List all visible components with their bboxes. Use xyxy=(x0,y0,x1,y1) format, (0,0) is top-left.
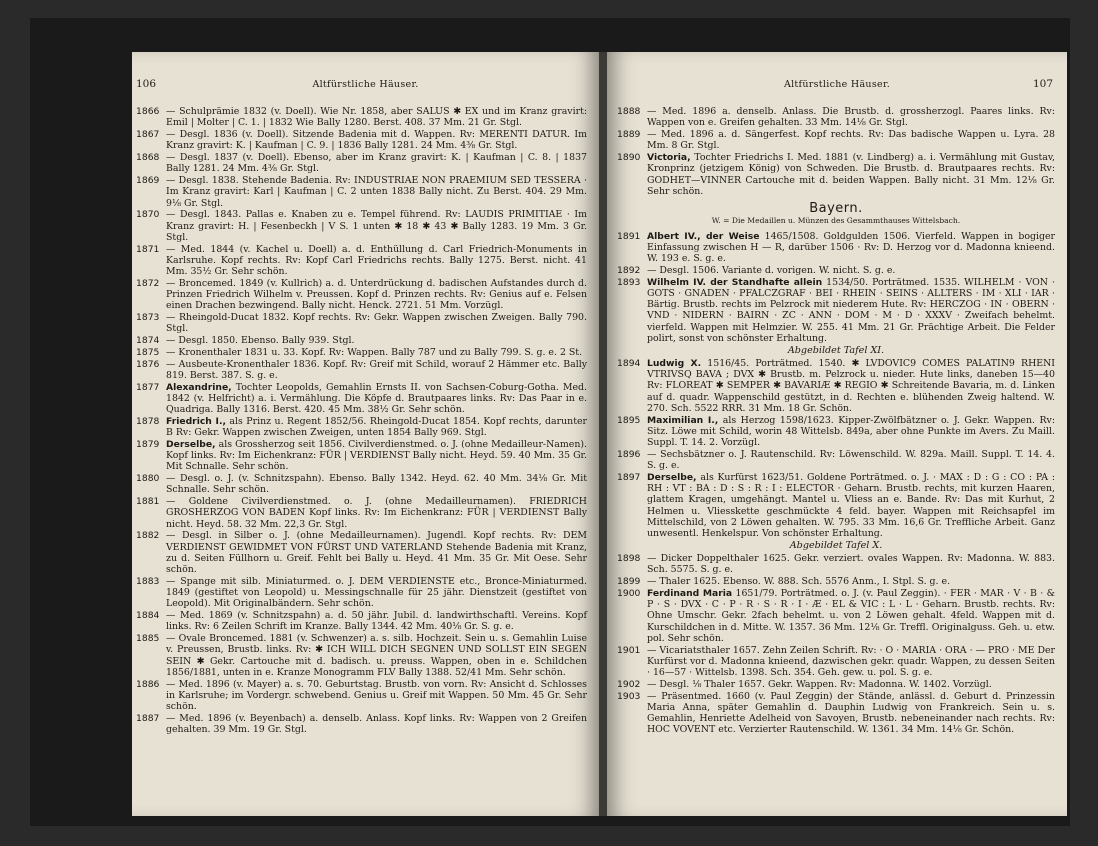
catalog-entry xyxy=(136,244,587,278)
entry-ruler-name: Friedrich I., xyxy=(166,415,226,427)
catalog-entry xyxy=(136,496,587,530)
left-running-title: Altfürstliche Häuser. xyxy=(312,79,419,90)
catalog-entry xyxy=(136,152,587,175)
entry-number: 1887 xyxy=(136,712,160,724)
catalog-entry xyxy=(136,359,587,382)
entry-description: — Desgl. 1506. Variante d. vorigen. W. nicht. S. g. e. xyxy=(647,264,896,276)
catalog-entry xyxy=(617,277,1055,345)
entry-description: — Sechsbätzner o. J. Rautenschild. Rv: Löwenschild. W. 829a. Maill. Suppl. T. 14. 4. S. g. e. xyxy=(647,448,1055,471)
entry-number: 1870 xyxy=(136,209,160,221)
entry-description: — Desgl. 1850. Ebenso. Bally 939. Stgl. xyxy=(166,335,355,346)
catalog-entry xyxy=(617,129,1055,152)
entry-number: 1872 xyxy=(136,277,160,289)
entry-ruler-name: Derselbe, xyxy=(647,471,697,483)
entry-description: — Präsentmed. 1660 (v. Paul Zeggin) der Stände, anlässl. d. Geburt d. Prinzessin Maria Anna, später Gemahlin d. Dauphin Ludwig von Frankreich. Sein u. s. Gemahlin, Henriette Adelheid von Savoyen, Brustb. nebeneinander nach rechts. Rv: HOC VOVENT etc. Verzierter Rautenschild. W. 1361. 34 Mm. 14⅛ Gr. Schön. xyxy=(647,690,1055,736)
catalog-entry xyxy=(136,439,587,473)
entry-number: 1895 xyxy=(617,414,641,426)
entry-number: 1878 xyxy=(136,415,160,427)
entry-number: 1901 xyxy=(617,644,641,656)
entry-description: — Rheingold-Ducat 1832. Kopf rechts. Rv: Gekr. Wappen zwischen Zweigen. Bally 790. Stgl. xyxy=(166,312,587,335)
plate-caption: Abgebildet Tafel XI. xyxy=(787,344,885,356)
catalog-entry xyxy=(136,633,587,678)
catalog-entry xyxy=(617,449,1055,472)
entry-number: 1873 xyxy=(136,312,160,323)
entry-description: — Med. 1896 (v. Mayer) a. s. 70. Geburtstag. Brustb. von vorn. Rv: Ansicht d. Schlosses in Karlsruhe; im Vordergr. schwebend. Genius u. Greif mit Wappen. 50 Mm. 45 Gr. Sehr schön. xyxy=(166,678,587,712)
entry-number: 1875 xyxy=(136,346,160,358)
entry-number: 1888 xyxy=(617,106,641,117)
entry-description: als Kurfürst 1623/51. Goldene Porträtmed. o. J. · MAX : D : G : CO : PA : RH : VT : BA : D : S : R : I : ELECTOR · Geharn. Brustb. rechts, mit kurzen Haaren, glattem Kragen, umgehängt. Mantel u. Vliess an e. Bande. Rv: Das mit Kurhut, 2 Helmen u. Vliesskette geschmückte 4 feld. bayer. Wappen mit Reichsapfel im Mittelschild, von 2 Löwen gehalten. W. 795. 33 Mm. 16,6 Gr. Treffliche Arbeit. Ganz unwesentl. Henkelspur. Von schönster Erhaltung. xyxy=(647,471,1055,539)
catalog-entry xyxy=(136,278,587,312)
right-page-header xyxy=(607,78,1067,94)
catalog-entry xyxy=(136,679,587,713)
entry-description: — Desgl. in Silber o. J. (ohne Medailleurnamen). Jugendl. Kopf rechts. Rv: DEM VERDIENST GEWIDMET VON FÜRST UND VATERLAND Stehende Badenia mit Kranz, zu d. Seiten Füllhorn u. Greif. Fehlt bei Bally u. Heyd. 41 Mm. 35 Gr. Mit Oese. Sehr schön. xyxy=(166,530,587,575)
section-heading: Bayern. xyxy=(809,201,863,216)
entry-description: Tochter Friedrichs I. Med. 1881 (v. Lindberg) a. i. Vermählung mit Gustav, Kronprinz (jetzigem König) von Schweden. Die Brustb. d. Brautpaares rechts. Rv: GODHET—VINNER Cartouche mit d. beiden Wappen. Bally nicht. 31 Mm. 12⅛ Gr. Sehr schön. xyxy=(647,152,1055,197)
entry-number: 1896 xyxy=(617,448,641,460)
entry-ruler-name: Alexandrine, xyxy=(166,381,232,393)
entries-bayern-b xyxy=(617,358,1055,540)
entry-number: 1885 xyxy=(136,633,160,644)
catalog-entry xyxy=(617,588,1055,644)
catalog-entry xyxy=(136,610,587,633)
entry-description: — Desgl. o. J. (v. Schnitzspahn). Ebenso. Bally 1342. Heyd. 62. 40 Mm. 34⅛ Gr. Mit Schnalle. Sehr schön. xyxy=(166,473,587,496)
entry-ruler-name: Ferdinand Maria xyxy=(647,587,733,599)
entry-description: — Vicariatsthaler 1657. Zehn Zeilen Schrift. Rv: · O · MARIA · ORA · — PRO · ME Der Kurfürst vor d. Madonna knieend, dazwischen gekr. quadr. Wappen, zu dessen Seiten · 16—57 · Wittelsb. 1398. Sch. 354. Geh. gew. u. pol. S. g. e. xyxy=(647,644,1055,678)
entries-bayern-c xyxy=(617,553,1055,736)
catalog-entry xyxy=(617,152,1055,197)
catalog-entry xyxy=(136,576,587,610)
entry-description: — Kronenthaler 1831 u. 33. Kopf. Rv: Wappen. Bally 787 und zu Bally 799. S. g. e. 2 St. xyxy=(166,346,583,358)
entry-number: 1877 xyxy=(136,381,160,393)
book-gutter xyxy=(599,52,607,816)
entry-number: 1880 xyxy=(136,473,160,484)
entry-description: — Med. 1896 a. d. Sängerfest. Kopf rechts. Rv: Das badische Wappen u. Lyra. 28 Mm. 8 Gr. Stgl. xyxy=(647,129,1055,152)
entry-number: 1871 xyxy=(136,243,160,255)
entry-description: — Desgl. 1838. Stehende Badenia. Rv: INDUSTRIAE NON PRAEMIUM SED TESSERA · Im Kranz gravirt: Karl | Kaufman | C. 2 unten 1838 Bally nicht. Zu Berst. 404. 29 Mm. 9⅛ Gr. Stgl. xyxy=(166,175,587,209)
entry-description: — Thaler 1625. Ebenso. W. 888. Sch. 5576 Anm., I. Stpl. S. g. e. xyxy=(647,576,951,587)
catalog-entry xyxy=(617,576,1055,587)
entry-ruler-name: Albert IV., der Weise xyxy=(647,230,760,242)
catalog-entry xyxy=(617,358,1055,414)
entry-description: — Med. 1869 (v. Schnitzspahn) a. d. 50 jähr. Jubil. d. landwirthschaftl. Vereins. Kopf links. Rv: 6 Zeilen Schrift im Kranze. Bally 1344. 42 Mm. 40⅛ Gr. S. g. e. xyxy=(166,610,587,633)
entry-number: 1892 xyxy=(617,264,641,276)
catalog-entry xyxy=(617,472,1055,540)
entry-description: — Med. 1844 (v. Kachel u. Doell) a. d. Enthüllung d. Carl Friedrich-Monuments in Karlsruhe. Kopf rechts. Rv: Kopf Carl Friedrichs rechts. Bally 1275. Berst. nicht. 41 Mm. 35½ Gr. Sehr schön. xyxy=(166,243,587,277)
left-page-body xyxy=(136,106,587,810)
entry-number: 1876 xyxy=(136,358,160,370)
catalog-entry xyxy=(617,679,1055,690)
entry-number: 1874 xyxy=(136,335,160,346)
catalog-entry xyxy=(136,347,587,358)
section-note: W. = Die Medaillen u. Münzen des Gesammthauses Wittelsbach. xyxy=(711,216,961,226)
entry-number: 1902 xyxy=(617,678,641,690)
entry-description: Tochter Leopolds, Gemahlin Ernsts II. von Sachsen-Coburg-Gotha. Med. 1842 (v. Helfricht) a. i. Vermählung. Die Köpfe d. Brautpaares links. Rv: Das Paar in e. Quadriga. Bally 1316. Berst. 420. 45 Mm. 38½ Gr. Sehr schön. xyxy=(166,381,587,415)
entry-description: — Spange mit silb. Miniaturmed. o. J. DEM VERDIENSTE etc., Bronce-Miniaturmed. 1849 (gestiftet von Leopold) u. Messingschnalle für 25 jähr. Dienstzeit (gestiftet von Leopold). Mit Originalbändern. Sehr schön. xyxy=(166,575,587,610)
plate-caption: Abgebildet Tafel X. xyxy=(789,539,883,551)
entry-number: 1866 xyxy=(136,106,160,117)
catalog-entry xyxy=(136,416,587,439)
entry-description: — Desgl. 1836 (v. Doell). Sitzende Badenia mit d. Wappen. Rv: MERENTI DATUR. Im Kranz gravirt: K. | Kaufman | C. 9. | 1836 Bally 1281. 24 Mm. 4⅜ Gr. Stgl. xyxy=(166,129,587,152)
entry-description: 1651/79. Porträtmed. o. J. (v. Paul Zeggin). · FER · MAR · V · B · & P · S · DVX · C · P · R · S · R · I · Æ · EL & VIC : L · L · Geharn. Brustb. rechts. Rv: Ohne Umschr. Gekr. 2fach behelmt. u. von 2 Löwen gehalt. 4feld. Wappen mit d. Kurschildchen in d. Mitte. W. 1357. 36 Mm. 12⅛ Gr. Treffl. Originalguss. Geh. u. etw. pol. Sehr schön. xyxy=(647,587,1056,644)
entry-ruler-name: Maximilian I., xyxy=(647,414,719,426)
catalog-entry xyxy=(617,553,1055,576)
right-running-title: Altfürstliche Häuser. xyxy=(783,79,891,90)
entry-number: 1883 xyxy=(136,575,160,587)
right-page-body xyxy=(617,106,1055,810)
entry-description: — Schulprämie 1832 (v. Doell). Wie Nr. 1858, aber SALUS ✱ EX und im Kranz gravirt: Emil | Molter | C. 1. | 1832 Wie Bally 1280. Berst. 408. 37 Mm. 21 Gr. Stgl. xyxy=(166,106,587,129)
entry-description: — Med. 1896 (v. Beyenbach) a. denselb. Anlass. Kopf links. Rv: Wappen von 2 Greifen gehalten. 39 Mm. 19 Gr. Stgl. xyxy=(166,712,587,735)
entry-number: 1884 xyxy=(136,610,160,621)
entry-ruler-name: Victoria, xyxy=(647,152,691,163)
entry-ruler-name: Wilhelm IV. der Standhafte allein xyxy=(647,276,823,288)
entry-number: 1898 xyxy=(617,553,641,564)
catalog-entry xyxy=(617,231,1055,265)
entries-top xyxy=(617,106,1055,197)
entry-number: 1882 xyxy=(136,530,160,542)
entry-description: 1534/50. Porträtmed. 1535. WILHELM · VON · GOTS · GNADEN · PFALCZGRAF · BEI · RHEIN · SEINS · ALLTERS · IM · XLI · IAR · Bärtig. Brustb. rechts im Pelzrock mit niederem Hute. Rv: HERCZOG · IN · OBERN · VND · NIDERN · BAIRN · ZC · ANN · DOM · M · D · XXXV · Zweifach behelmt. vierfeld. Wappen mit Helmzier. W. 255. 41 Mm. 21 Gr. Prächtige Arbeit. Die Felder polirt, sonst von schönster Erhaltung. xyxy=(647,276,1055,344)
entry-description: 1516/45. Porträtmed. 1540. ✱ LVDOVIC9 COMES PALATIN9 RHENI VTRIVSQ BAVA ; DVX ✱ Brustb. m. Pelzrock u. nieder. Hute links, daneben 15—40 Rv: FLOREAT ✱ SEMPER ✱ BAVARIÆ ✱ REGIO ✱ Schreitende Bavaria, m. d. Linken auf d. quadr. Wappenschild gestützt, in d. Rechten e. blühenden Zweig haltend. W. 270. Sch. 5522 RRR. 31 Mm. 18 Gr. Schön. xyxy=(647,357,1055,414)
entries-bayern-a xyxy=(617,231,1055,345)
catalog-entry xyxy=(617,415,1055,449)
entry-description: — Dicker Doppelthaler 1625. Gekr. verziert. ovales Wappen. Rv: Madonna. W. 883. Sch. 5575. S. g. e. xyxy=(647,553,1055,576)
entry-number: 1894 xyxy=(617,357,641,369)
entry-description: — Desgl. 1837 (v. Doell). Ebenso, aber im Kranz gravirt: K. | Kaufman | C. 8. | 1837 Bally 1281. 24 Mm. 4⅜ Gr. Stgl. xyxy=(166,152,587,175)
right-page xyxy=(607,52,1067,816)
catalog-entry xyxy=(136,335,587,346)
entry-number: 1868 xyxy=(136,152,160,163)
catalog-entry xyxy=(136,530,587,575)
catalog-entry xyxy=(136,175,587,209)
entry-number: 1889 xyxy=(617,129,641,140)
left-page-number: 106 xyxy=(136,78,157,90)
entry-number: 1881 xyxy=(136,496,160,507)
entry-ruler-name: Derselbe, xyxy=(166,438,216,450)
catalog-entry xyxy=(136,382,587,416)
entry-number: 1903 xyxy=(617,690,641,702)
entry-number: 1869 xyxy=(136,175,160,186)
entry-number: 1900 xyxy=(617,587,641,599)
left-page xyxy=(132,52,599,816)
entry-description: — Med. 1896 a. denselb. Anlass. Die Brustb. d. grossherzogl. Paares links. Rv: Wappen von e. Greifen gehalten. 33 Mm. 14⅛ Gr. Stgl. xyxy=(647,106,1055,129)
catalog-entry xyxy=(136,473,587,496)
entry-description: — Desgl. 1843. Pallas e. Knaben zu e. Tempel führend. Rv: LAUDIS PRIMITIAE · Im Kranz gravirt: H. | Fesenbeckh | V S. 1 unten ✱ 18 ✱ 43 ✱ Bally 1283. 19 Mm. 3 Gr. Stgl. xyxy=(166,209,587,243)
entry-description: als Prinz u. Regent 1852/56. Rheingold-Ducat 1854. Kopf rechts, darunter B Rv: Gekr. Wappen zwischen Zweigen, unten 1854 Bally 969. Stgl. xyxy=(166,415,587,438)
entry-number: 1867 xyxy=(136,129,160,140)
entry-description: — Goldene Civilverdienstmed. o. J. (ohne Medailleurnamen). FRIEDRICH GROSHERZOG VON BADEN Kopf links. Rv: Im Eichenkranz: FÜR | VERDIENST Bally nicht. Heyd. 58. 32 Mm. 22,3 Gr. Stgl. xyxy=(166,496,587,530)
entry-description: — Broncemed. 1849 (v. Kullrich) a. d. Unterdrückung d. badischen Aufstandes durch d. Prinzen Friedrich Wilhelm v. Preussen. Kopf d. Prinzen rechts. Rv: Genius auf e. Felsen einen Drachen bezwingend. Bally nicht. Henck. 2721. 51 Mm. Vorzügl. xyxy=(166,277,587,312)
entry-description: — Ovale Broncemed. 1881 (v. Schwenzer) a. s. silb. Hochzeit. Sein u. s. Gemahlin Luise v. Preussen, Brustb. links. Rv: ✱ ICH WILL DICH SEGNEN UND SOLLST EIN SEGEN SEIN ✱ Gekr. Cartouche mit d. badisch. u. preuss. Wappen, oben in e. Schildchen 1856/1881, unten in e. Kranze Monogramm FLV Bally 1388. 52/41 Mm. Sehr schön. xyxy=(166,633,587,678)
entry-description: als Herzog 1598/1623. Kipper-Zwölfbätzner o. J. Gekr. Wappen. Rv: Sitz. Löwe mit Schild, worin 48 Wittelsb. 849a, aber ohne Punkte im Avers. Zu Maill. Suppl. T. 14. 2. Vorzügl. xyxy=(647,414,1055,448)
book-spread xyxy=(30,18,1070,826)
entry-number: 1899 xyxy=(617,576,641,587)
catalog-entry xyxy=(136,106,587,129)
catalog-entry xyxy=(617,691,1055,736)
catalog-entry xyxy=(136,209,587,243)
catalog-entry xyxy=(617,265,1055,276)
right-page-number: 107 xyxy=(1032,78,1053,90)
catalog-entry xyxy=(617,645,1055,679)
left-page-header xyxy=(132,78,599,94)
entry-number: 1886 xyxy=(136,678,160,690)
entry-number: 1897 xyxy=(617,471,641,483)
entry-ruler-name: Ludwig X. xyxy=(647,357,702,369)
entry-description: 1465/1508. Goldgulden 1506. Vierfeld. Wappen in bogiger Einfassung zwischen H — R, darüber 1506 · Rv: D. Herzog vor d. Madonna knieend. W. 193 e. S. g. e. xyxy=(647,230,1055,264)
entry-number: 1891 xyxy=(617,230,641,242)
catalog-entry xyxy=(136,312,587,335)
entry-description: als Grossherzog seit 1856. Civilverdienstmed. o. J. (ohne Medailleur-Namen). Kopf links. Rv: Im Eichenkranz: FÜR | VERDIENST Bally nicht. Heyd. 59. 40 Mm. 35 Gr. Mit Schnalle. Sehr schön. xyxy=(166,438,587,473)
catalog-entry xyxy=(617,106,1055,129)
entry-description: — Desgl. ⅛ Thaler 1657. Gekr. Wappen. Rv: Madonna. W. 1402. Vorzügl. xyxy=(647,678,992,690)
entry-number: 1879 xyxy=(136,438,160,450)
entry-number: 1890 xyxy=(617,152,641,163)
catalog-entry xyxy=(136,129,587,152)
catalog-entry xyxy=(136,713,587,736)
entry-description: — Ausbeute-Kronenthaler 1836. Kopf. Rv: Greif mit Schild, worauf 2 Hämmer etc. Bally 819. Berst. 387. S. g. e. xyxy=(166,358,587,381)
entry-number: 1893 xyxy=(617,276,641,288)
